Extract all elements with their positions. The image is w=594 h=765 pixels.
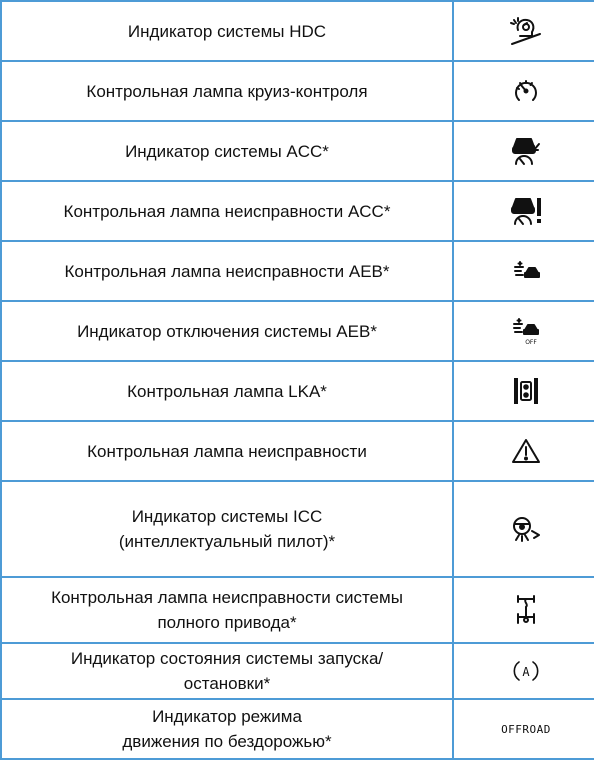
hdc-icon — [453, 1, 594, 61]
acc-fault-icon — [453, 181, 594, 241]
indicator-label: Контрольная лампа круиз-контроля — [1, 61, 453, 121]
indicator-label: Индикатор системы HDC — [1, 1, 453, 61]
indicator-label-line: (интеллектуальный пилот)* — [118, 532, 336, 551]
table-row — [1, 301, 594, 361]
table-row — [1, 481, 594, 577]
indicator-label: Контрольная лампа LKA* — [1, 361, 453, 421]
indicator-label — [1, 481, 453, 577]
start-stop-icon — [453, 643, 594, 699]
indicator-label — [1, 643, 453, 699]
table-row — [1, 181, 594, 241]
table-row — [1, 1, 594, 61]
table-row — [1, 577, 594, 643]
table-row — [1, 699, 594, 759]
table-row — [1, 241, 594, 301]
icc-icon — [453, 481, 594, 577]
warning-triangle-icon — [453, 421, 594, 481]
indicator-label: Индикатор системы ACC* — [1, 121, 453, 181]
indicator-label: Контрольная лампа неисправности AEB* — [1, 241, 453, 301]
acc-icon — [453, 121, 594, 181]
table-row — [1, 643, 594, 699]
indicator-label: Контрольная лампа неисправности — [1, 421, 453, 481]
indicator-label-line: полного привода* — [157, 613, 297, 632]
offroad-text: OFFROAD — [501, 723, 551, 736]
indicator-label-line: Индикатор состояния системы запуска/ — [70, 649, 384, 668]
indicator-label-line: Индикатор системы ICC — [131, 507, 323, 526]
indicator-label-line: Индикатор режима — [152, 707, 302, 726]
aeb-off-icon — [453, 301, 594, 361]
indicator-label-line: Контрольная лампа неисправности системы — [51, 588, 403, 607]
indicator-label — [1, 699, 453, 759]
indicator-label: Индикатор отключения системы AEB* — [1, 301, 453, 361]
table-row — [1, 61, 594, 121]
indicator-label — [1, 577, 453, 643]
offroad-icon — [453, 699, 594, 759]
start-stop-letter: A — [522, 665, 530, 679]
indicator-label: Контрольная лампа неисправности ACC* — [1, 181, 453, 241]
table-row — [1, 421, 594, 481]
table-row — [1, 121, 594, 181]
lka-icon — [453, 361, 594, 421]
aeb-off-text: OFF — [525, 339, 537, 346]
indicator-label-line: остановки* — [183, 674, 271, 693]
indicator-label-line: движения по бездорожью* — [122, 732, 332, 751]
table-row — [1, 361, 594, 421]
cruise-control-icon — [453, 61, 594, 121]
awd-fault-icon — [453, 577, 594, 643]
aeb-fault-icon — [453, 241, 594, 301]
